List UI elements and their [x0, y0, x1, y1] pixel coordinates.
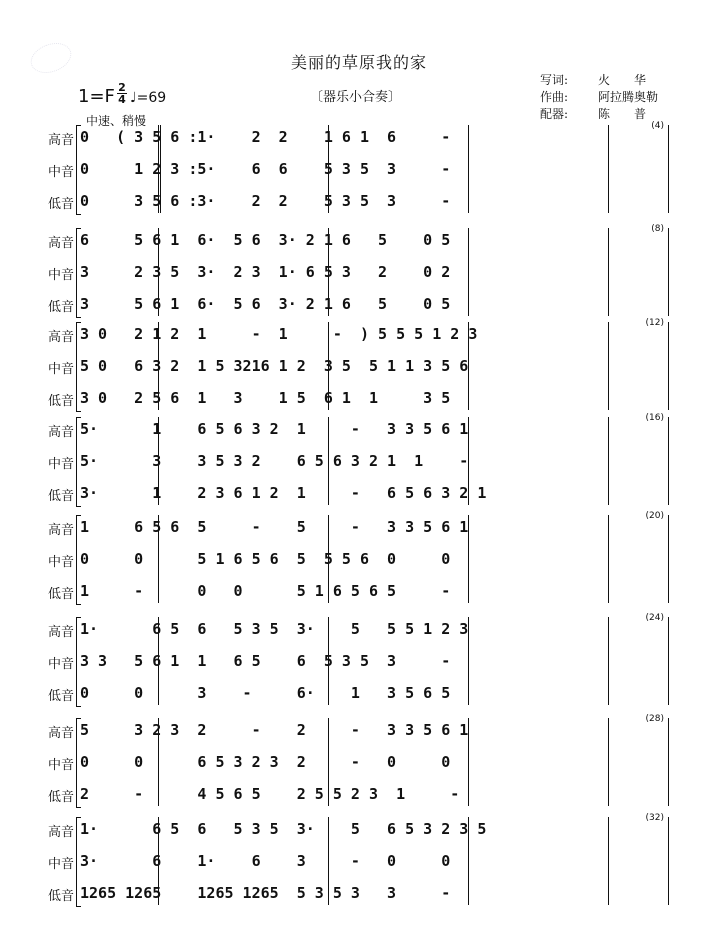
staff-row	[48, 849, 668, 873]
staff-row	[48, 386, 668, 410]
score-system	[48, 318, 668, 418]
notation-line: 1265 1265 1265 1265 5 3 5 3 3 -	[80, 884, 451, 902]
measure-number: (12)	[645, 318, 664, 328]
staff-row	[48, 481, 668, 505]
notation-line: 6 5 6 1 6· 5 6 3· 2 1 6 5 0 5	[80, 231, 451, 249]
page-title: 美丽的草原我的家	[290, 53, 427, 72]
notation-line: 1 - 0 0 5 1 6 5 6 5 -	[80, 582, 451, 600]
barline	[468, 228, 469, 316]
time-signature: 2 4	[118, 81, 126, 106]
barline	[468, 617, 469, 705]
measure-number: (8)	[651, 224, 664, 234]
barline	[608, 515, 609, 603]
barline	[328, 228, 329, 316]
part-label: 高音	[48, 825, 75, 840]
part-label: 低音	[48, 689, 75, 704]
barline	[668, 617, 669, 705]
notation-line: 0 0 5 1 6 5 6 5 5 5 6 0 0	[80, 550, 451, 568]
part-label: 中音	[48, 165, 75, 180]
credit-lyricist: 写词: 火 华	[540, 73, 647, 87]
staff-row	[48, 782, 668, 806]
part-label: 低音	[48, 587, 75, 602]
part-label: 高音	[48, 625, 75, 640]
staff-row	[48, 189, 668, 213]
barline	[158, 228, 159, 316]
measure-number: (28)	[645, 714, 664, 724]
barline	[158, 417, 159, 505]
notation-line: 3 0 2 1 2 1 - 1 - ) 5 5 5 1 2 3	[80, 325, 478, 343]
barline	[468, 817, 469, 905]
staff-row	[48, 817, 668, 841]
staff-row	[48, 579, 668, 603]
notation-line: 1 6 5 6 5 - 5 - 3 3 5 6 1	[80, 518, 469, 536]
staff-row	[48, 228, 668, 252]
barline	[668, 322, 669, 410]
staff-row	[48, 681, 668, 705]
barline	[328, 515, 329, 603]
barline	[158, 322, 159, 410]
credit-arranger: 配器: 陈 普	[540, 107, 647, 121]
credit-composer: 作曲: 阿拉腾奥勒	[540, 90, 659, 104]
barline	[608, 228, 609, 316]
barline	[328, 125, 329, 213]
notation-line: 0 0 3 - 6· 1 3 5 6 5	[80, 684, 451, 702]
part-label: 低音	[48, 197, 75, 212]
barline	[468, 322, 469, 410]
barline	[468, 125, 469, 213]
notation-line: 2 - 4 5 6 5 2 5 5 2 3 1 -	[80, 785, 460, 803]
part-label: 高音	[48, 425, 75, 440]
key-signature: 1=F	[78, 86, 115, 107]
credits	[540, 72, 658, 123]
notation-line: 0 ( 3 5 6 :1· 2 2 1 6 1 6 -	[80, 128, 451, 146]
barline	[328, 817, 329, 905]
staff-row	[48, 515, 668, 539]
measure-number: (32)	[645, 813, 664, 823]
notation-line: 5· 3 3 5 3 2 6 5 6 3 2 1 1 -	[80, 452, 469, 470]
staff-row	[48, 417, 668, 441]
barline	[608, 817, 609, 905]
staff-row	[48, 617, 668, 641]
score-system	[48, 224, 668, 324]
barline	[668, 817, 669, 905]
staff-row	[48, 750, 668, 774]
measure-number: (16)	[645, 413, 664, 423]
barline	[608, 617, 609, 705]
barline	[158, 617, 159, 705]
notation-line: 3 2 3 5 3· 2 3 1· 6 5 3 2 0 2	[80, 263, 451, 281]
staff-row	[48, 157, 668, 181]
notation-line: 5 0 6 3 2 1 5 3216 1 2 3 5 5 1 1 3 5 6	[80, 357, 469, 375]
notation-line: 3· 6 1· 6 3 - 0 0	[80, 852, 451, 870]
staff-row	[48, 649, 668, 673]
barline	[158, 718, 159, 806]
barline	[608, 718, 609, 806]
score-system	[48, 813, 668, 913]
barline	[158, 515, 159, 603]
staff-row	[48, 354, 668, 378]
barline	[608, 417, 609, 505]
notation-line: 3· 1 2 3 6 1 2 1 - 6 5 6 3 2 1	[80, 484, 487, 502]
part-label: 中音	[48, 555, 75, 570]
part-label: 低音	[48, 790, 75, 805]
barline	[328, 417, 329, 505]
barline	[468, 718, 469, 806]
measure-number: (24)	[645, 613, 664, 623]
barline	[328, 617, 329, 705]
staff-row	[48, 292, 668, 316]
part-label: 高音	[48, 236, 75, 251]
part-label: 中音	[48, 758, 75, 773]
part-label: 高音	[48, 523, 75, 538]
barline	[608, 322, 609, 410]
part-label: 高音	[48, 133, 75, 148]
notation-line: 5· 1 6 5 6 3 2 1 - 3 3 5 6 1	[80, 420, 469, 438]
barline	[608, 125, 609, 213]
barline	[668, 125, 669, 213]
barline	[328, 718, 329, 806]
speed-marking: 中速、稍慢	[86, 114, 147, 128]
score-system	[48, 413, 668, 513]
notation-line: 5 3 2 3 2 - 2 - 3 3 5 6 1	[80, 721, 469, 739]
barline	[668, 228, 669, 316]
staff-row	[48, 547, 668, 571]
subtitle: 〔器乐小合奏〕	[310, 90, 402, 105]
staff-row	[48, 322, 668, 346]
barline	[668, 417, 669, 505]
score-system	[48, 714, 668, 814]
staff-row	[48, 125, 668, 149]
barline	[668, 515, 669, 603]
part-label: 中音	[48, 457, 75, 472]
score-system	[48, 613, 668, 713]
notation-line: 0 0 6 5 3 2 3 2 - 0 0	[80, 753, 451, 771]
part-label: 中音	[48, 362, 75, 377]
part-label: 低音	[48, 394, 75, 409]
part-label: 低音	[48, 889, 75, 904]
part-label: 低音	[48, 300, 75, 315]
staff-row	[48, 260, 668, 284]
part-label: 高音	[48, 726, 75, 741]
barline	[158, 817, 159, 905]
part-label: 低音	[48, 489, 75, 504]
measure-number: (20)	[645, 511, 664, 521]
notation-line: 1· 6 5 6 5 3 5 3· 5 5 5 1 2 3	[80, 620, 469, 638]
barline	[468, 417, 469, 505]
barline	[668, 718, 669, 806]
notation-line: 3 5 6 1 6· 5 6 3· 2 1 6 5 0 5	[80, 295, 451, 313]
part-label: 中音	[48, 857, 75, 872]
score-system	[48, 511, 668, 611]
part-label: 高音	[48, 330, 75, 345]
staff-row	[48, 718, 668, 742]
part-label: 中音	[48, 657, 75, 672]
measure-number: (4)	[651, 121, 664, 131]
notation-line: 1· 6 5 6 5 3 5 3· 5 6 5 3 2 3 5	[80, 820, 487, 838]
barline	[328, 322, 329, 410]
notation-line: 3 3 5 6 1 1 6 5 6 5 3 5 3 -	[80, 652, 451, 670]
tempo-marking: ♩=69	[130, 90, 167, 106]
part-label: 中音	[48, 268, 75, 283]
staff-row	[48, 449, 668, 473]
notation-line: 3 0 2 5 6 1 3 1 5 6 1 1 3 5	[80, 389, 451, 407]
notation-line: 0 1 2 3 :5· 6 6 5 3 5 3 -	[80, 160, 451, 178]
staff-row	[48, 881, 668, 905]
barline	[468, 515, 469, 603]
barline	[158, 125, 161, 213]
notation-line: 0 3 5 6 :3· 2 2 5 3 5 3 -	[80, 192, 451, 210]
